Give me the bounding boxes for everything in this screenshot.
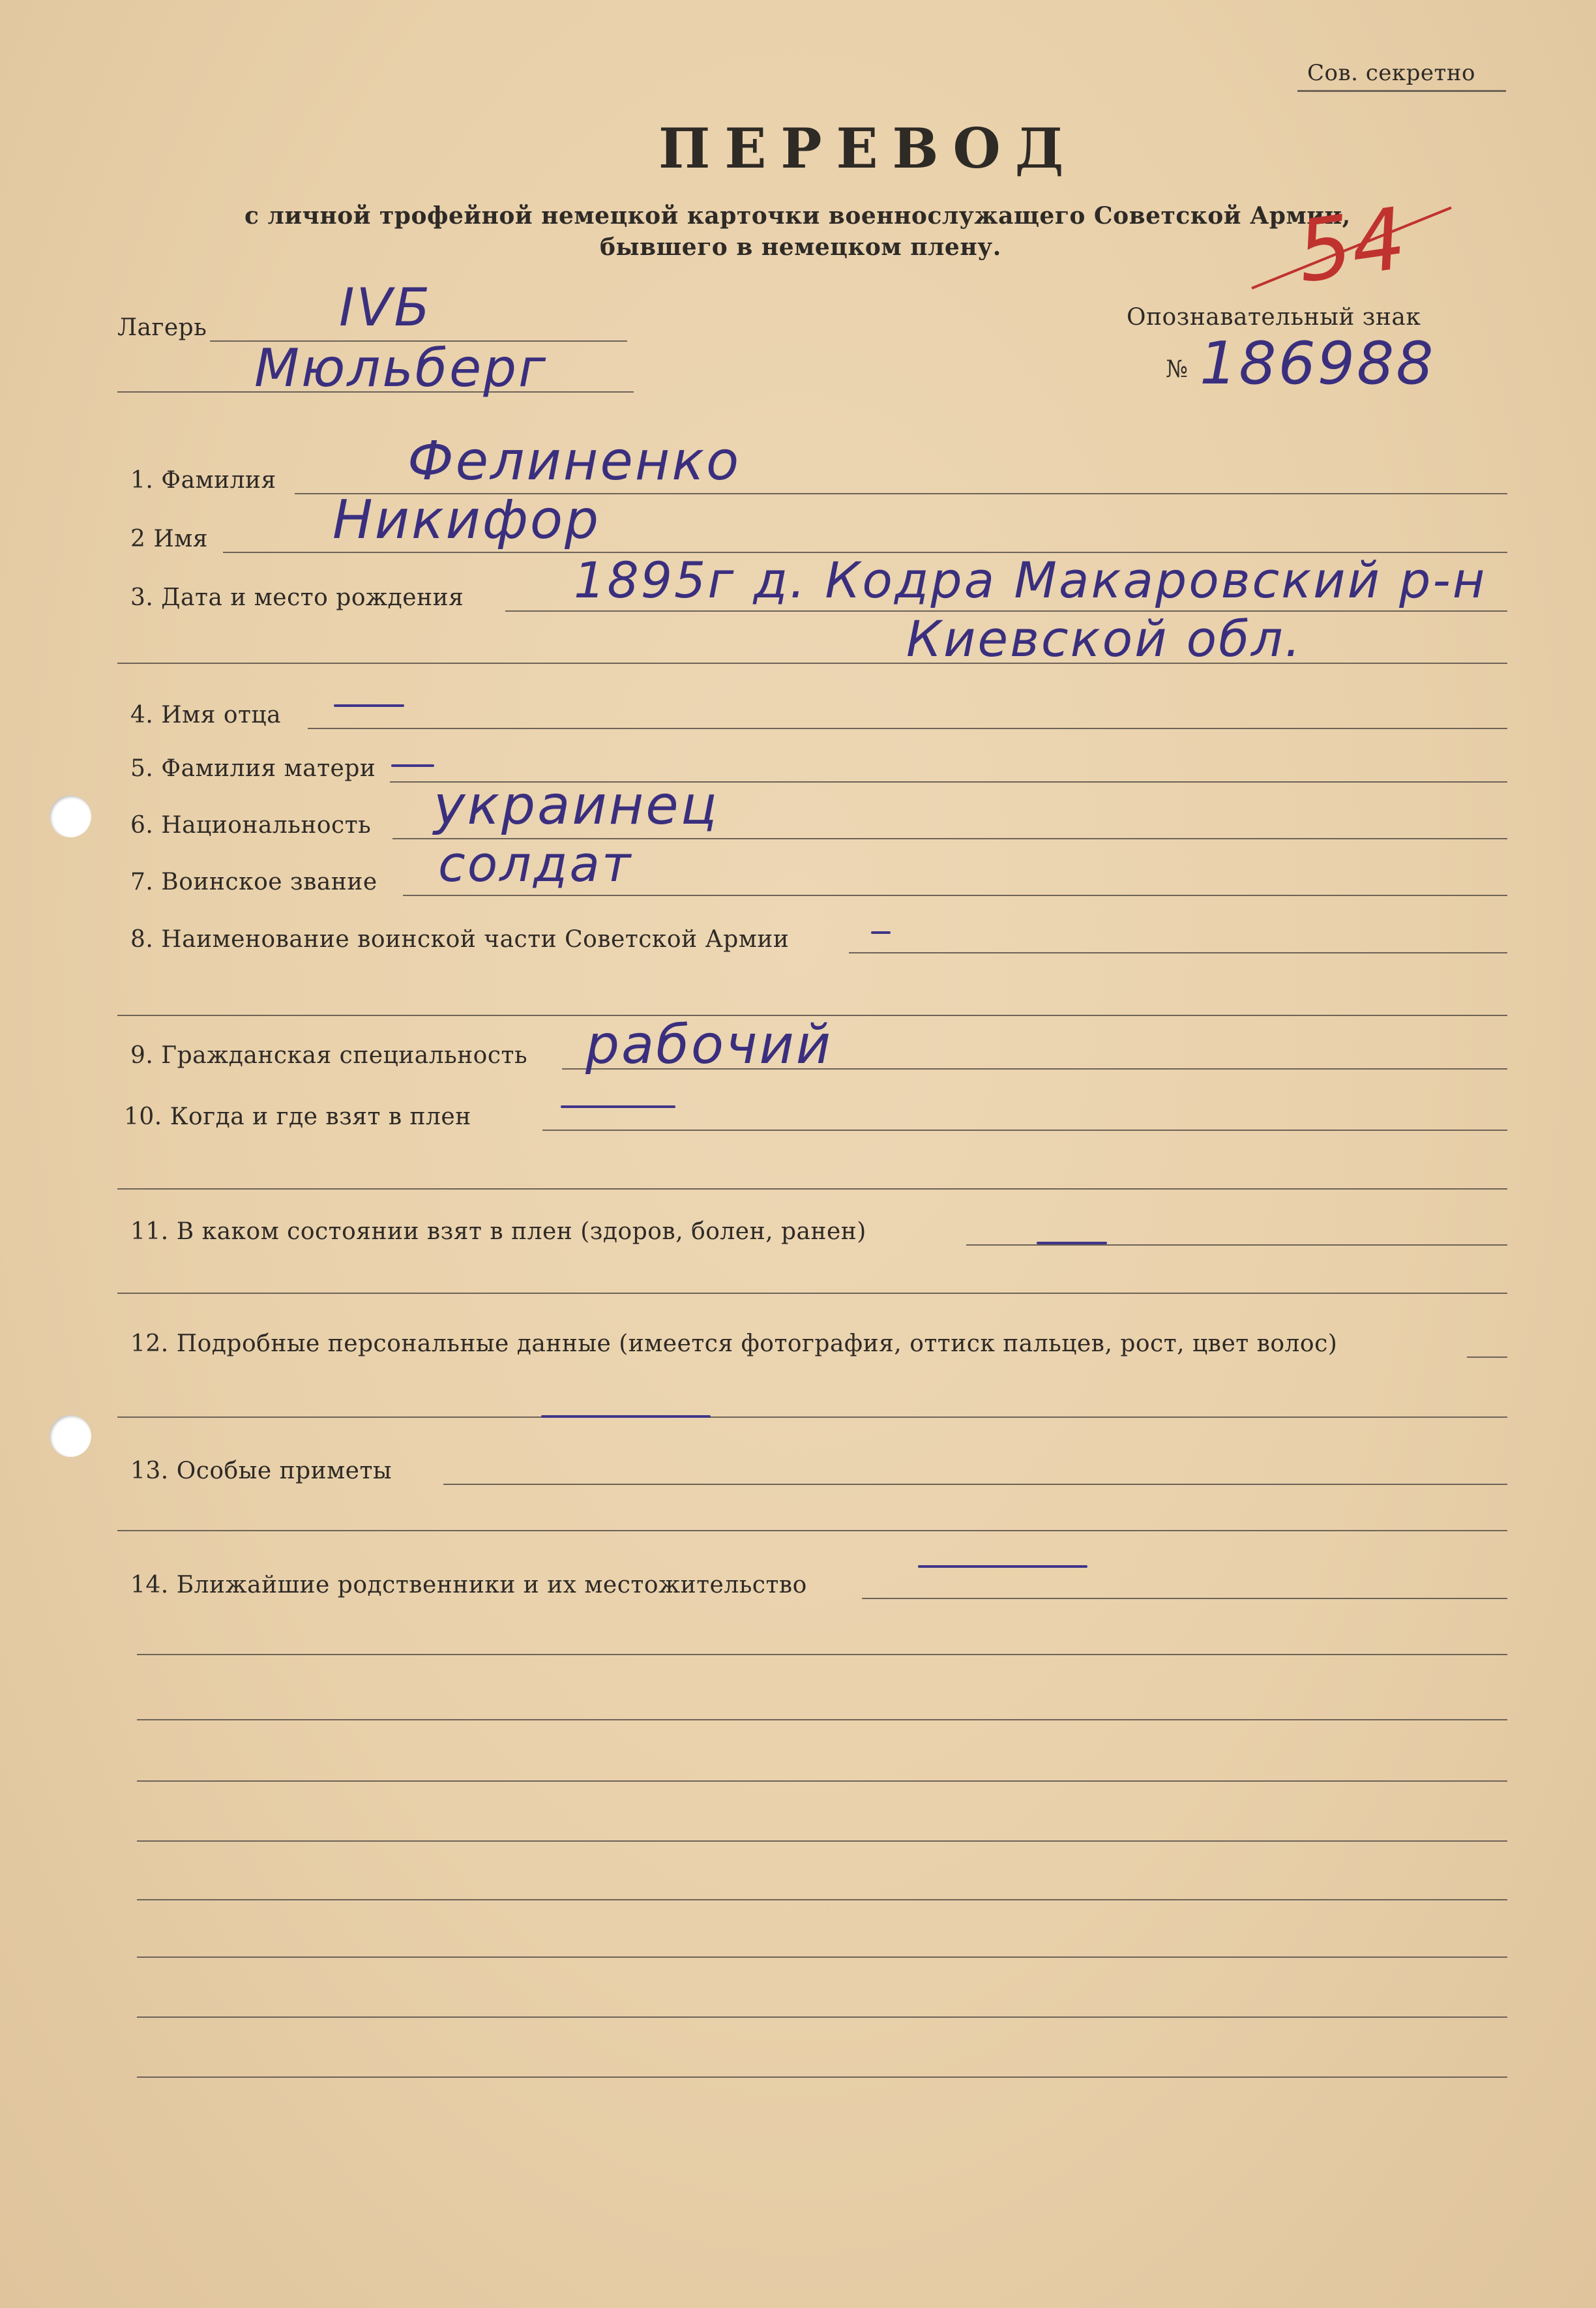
field-12-line-2	[117, 1416, 1507, 1418]
field-10-line-2	[117, 1188, 1507, 1190]
ruled-line	[137, 2076, 1507, 2078]
field-11-dash	[1037, 1242, 1107, 1244]
field-13-label: 13. Особые приметы	[130, 1458, 392, 1484]
field-7-line	[403, 895, 1507, 896]
field-13-line-2	[117, 1530, 1507, 1531]
id-tag-number: 186988	[1200, 329, 1436, 398]
field-12-line-1	[1467, 1356, 1507, 1358]
page-title: ПЕРЕВОД	[658, 116, 1078, 181]
ruled-line	[137, 1719, 1507, 1720]
field-11-line-1	[966, 1244, 1507, 1246]
margin-note: 54	[1291, 188, 1412, 302]
field-8-line-1	[849, 952, 1507, 953]
field-10-dash	[561, 1105, 675, 1108]
field-4-line	[308, 728, 1507, 729]
field-9-value: рабочий	[585, 1014, 833, 1076]
field-10-line-1	[542, 1130, 1507, 1131]
field-8-label: 8. Наименование воинской части Советской Армии	[130, 926, 790, 953]
ruled-line	[137, 1899, 1507, 1900]
field-2-label: 2 Имя	[130, 526, 208, 552]
camp-label: Лагерь	[117, 314, 207, 341]
field-11-line-2	[117, 1293, 1507, 1294]
camp-value-2: Мюльберг	[254, 338, 548, 398]
punch-hole-bottom	[50, 1415, 91, 1457]
field-14-line-1	[862, 1598, 1507, 1599]
field-11-label: 11. В каком состоянии взят в плен (здоров, болен, ранен)	[130, 1218, 866, 1245]
field-5-dash	[391, 764, 434, 767]
ruled-line	[137, 1840, 1507, 1842]
field-1-value: Фелиненко	[407, 430, 741, 492]
field-2-value: Никифор	[332, 489, 601, 551]
field-14-label: 14. Ближайшие родственники и их местожительство	[130, 1572, 807, 1598]
field-3-value-2: Киевской обл.	[906, 610, 1303, 668]
field-3-value: 1895г д. Кодра Макаровский р-н	[574, 551, 1487, 609]
field-7-value: солдат	[438, 835, 633, 893]
classification-underline	[1297, 90, 1506, 92]
field-4-label: 4. Имя отца	[130, 702, 282, 728]
field-12-label: 12. Подробные персональные данные (имеется фотография, оттиск пальцев, рост, цвет волос)	[130, 1330, 1338, 1357]
field-12-dash	[541, 1415, 711, 1418]
field-5-label: 5. Фамилия матери	[130, 755, 376, 782]
punch-hole-top	[50, 796, 91, 837]
ruled-line	[137, 1956, 1507, 1958]
classification-label: Сов. секретно	[1307, 60, 1475, 86]
subtitle-line-2: бывшего в немецком плену.	[600, 233, 1001, 261]
field-1-label: 1. Фамилия	[130, 467, 276, 494]
field-3-label: 3. Дата и место рождения	[130, 584, 464, 611]
field-9-label: 9. Гражданская специальность	[130, 1042, 528, 1069]
field-7-label: 7. Воинское звание	[130, 869, 377, 895]
field-10-label: 10. Когда и где взят в плен	[124, 1103, 471, 1130]
ruled-line	[137, 1654, 1507, 1655]
field-4-dash	[334, 704, 404, 707]
ruled-line	[137, 1780, 1507, 1782]
field-14-dash	[918, 1565, 1087, 1568]
ruled-line	[137, 2016, 1507, 2018]
subtitle-line-1: с личной трофейной немецкой карточки военнослужащего Советской Армии,	[244, 202, 1351, 230]
field-8-dash	[871, 931, 891, 934]
id-tag-label: Опознавательный знак	[1127, 304, 1421, 331]
id-tag-prefix: №	[1166, 356, 1189, 383]
field-6-value: украинец	[434, 775, 719, 837]
field-13-line-1	[443, 1484, 1507, 1485]
camp-value-1: IVБ	[339, 277, 432, 338]
field-6-label: 6. Национальность	[130, 812, 372, 839]
